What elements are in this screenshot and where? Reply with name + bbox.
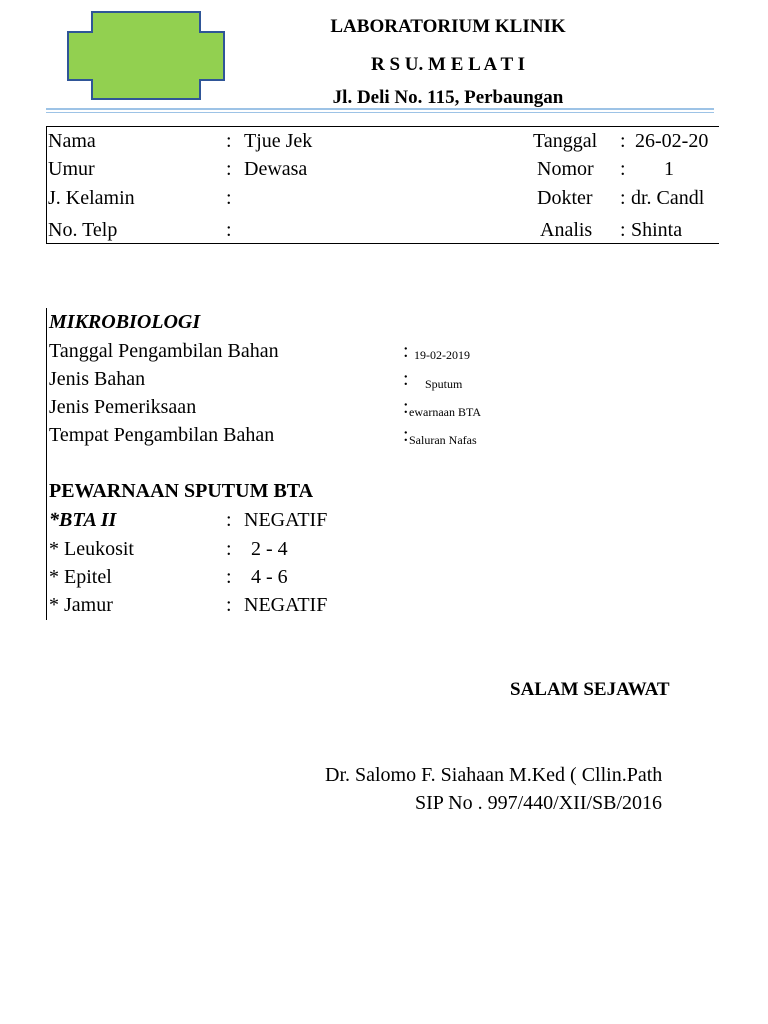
doctor-signature-name: Dr. Salomo F. Siahaan M.Ked ( Cllin.Path xyxy=(325,764,663,786)
jamur-value: NEGATIF xyxy=(244,594,328,616)
collection-site-value: Saluran Nafas xyxy=(409,433,477,447)
colon: : xyxy=(226,130,232,152)
doctor-sip: SIP No . 997/440/XII/SB/2016 xyxy=(415,792,663,814)
doctor-value: dr. Candl xyxy=(631,187,705,209)
doctor-label: Dokter xyxy=(537,187,593,209)
greeting: SALAM SEJAWAT xyxy=(510,679,670,700)
mikrobiologi-heading: MIKROBIOLOGI xyxy=(49,311,201,333)
specimen-type-label: Jenis Bahan xyxy=(49,368,146,390)
patient-name-label: Nama xyxy=(48,130,96,152)
exam-type-value: ewarnaan BTA xyxy=(409,405,482,419)
colon: : xyxy=(226,566,232,588)
colon: : xyxy=(403,368,409,390)
lab-title: LABORATORIUM KLINIK xyxy=(330,16,566,37)
leukosit-label: * Leukosit xyxy=(49,538,134,560)
colon: : xyxy=(403,424,409,446)
collection-date-label: Tanggal Pengambilan Bahan xyxy=(49,340,279,362)
hospital-address: Jl. Deli No. 115, Perbaungan xyxy=(332,87,564,108)
colon: : xyxy=(620,158,626,180)
patient-name-value: Tjue Jek xyxy=(244,130,313,152)
colon: : xyxy=(403,396,409,418)
epitel-label: * Epitel xyxy=(49,566,112,588)
colon: : xyxy=(620,130,626,152)
section-border xyxy=(46,308,47,620)
number-label: Nomor xyxy=(537,158,594,180)
analyst-label: Analis xyxy=(540,219,593,241)
number-value: 1 xyxy=(664,158,674,180)
bta-value: NEGATIF xyxy=(244,509,328,531)
date-label: Tanggal xyxy=(533,130,598,152)
header-divider xyxy=(46,108,714,110)
jamur-label: * Jamur xyxy=(49,594,113,616)
colon: : xyxy=(620,219,626,241)
patient-gender-label: J. Kelamin xyxy=(48,187,135,209)
epitel-value: 4 - 6 xyxy=(251,566,288,588)
colon: : xyxy=(226,594,232,616)
patient-phone-label: No. Telp xyxy=(48,219,118,241)
bta-heading: PEWARNAAN SPUTUM BTA xyxy=(49,480,314,502)
header-divider-thin xyxy=(46,112,714,113)
analyst-value: Shinta xyxy=(631,219,683,241)
green-cross-logo-icon xyxy=(64,10,228,102)
hospital-name: R S U. M E L A T I xyxy=(371,54,525,75)
collection-site-label: Tempat Pengambilan Bahan xyxy=(49,424,275,446)
date-value: 26-02-20 xyxy=(635,130,709,152)
colon: : xyxy=(226,538,232,560)
collection-date-value: 19-02-2019 xyxy=(414,348,470,362)
specimen-type-value: Sputum xyxy=(425,377,463,391)
bta-label: *BTA II xyxy=(49,509,117,531)
leukosit-value: 2 - 4 xyxy=(251,538,288,560)
colon: : xyxy=(226,158,232,180)
exam-type-label: Jenis Pemeriksaan xyxy=(49,396,197,418)
colon: : xyxy=(226,187,232,209)
patient-age-value: Dewasa xyxy=(244,158,308,180)
patient-age-label: Umur xyxy=(48,158,95,180)
colon: : xyxy=(403,340,409,362)
patient-info-box xyxy=(46,126,719,244)
colon: : xyxy=(226,219,232,241)
colon: : xyxy=(620,187,626,209)
colon: : xyxy=(226,509,232,531)
